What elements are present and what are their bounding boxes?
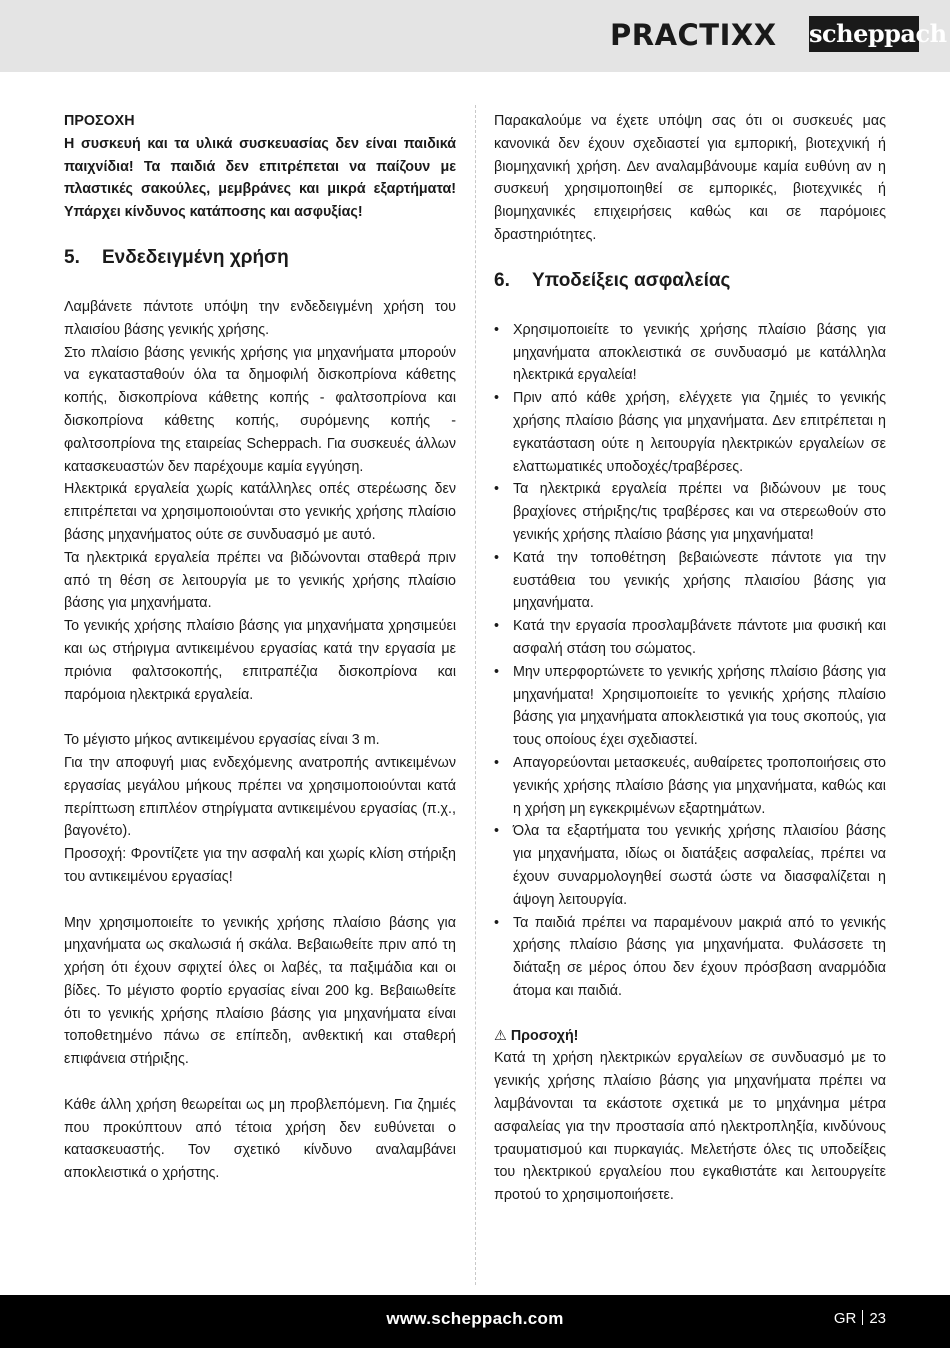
section-6-title: Υποδείξεις ασφαλείας (532, 269, 731, 291)
bullet-icon: • (494, 663, 500, 680)
paragraph: Το μέγιστο μήκος αντικειμένου εργασίας είναι 3 m. (64, 732, 380, 749)
paragraph: Στο πλαίσιο βάσης γενικής χρήσης για μηχανήματα μπορούν να εγκατασταθούν όλα τα δημοφιλή δισκοπρίονα κάθετης κοπής, δισκοπρίονα κάθετης κοπής - φαλτσοπρίονα και δισκοπρίονα κάθετης κοπής, συρόμενης κοπής - φαλτσοπρίονα της εταιρείας Scheppach. Για συσκευές άλλων κατασκευαστών δεν παρέχουμε καμία εγγύηση. (64, 344, 456, 475)
paragraph: Το γενικής χρήσης πλαίσιο βάσης για μηχανήματα χρησιμεύει και ως στήριγμα αντικειμένου εργασίας κατά την εργασία με πριόνια φαλτσοκοπής, επιτραπέζια δισκοπρίονα και παρόμοια ηλεκτρικά εργαλεία. (64, 618, 456, 703)
paragraph: Λαμβάνετε πάντοτε υπόψη την ενδεδειγμένη χρήση του πλαισίου βάσης γενικής χρήσης. (64, 298, 456, 338)
scheppach-logo: scheppach (809, 16, 919, 52)
section-5-title: Ενδεδειγμένη χρήση (102, 246, 289, 268)
bullet-icon: • (494, 390, 500, 407)
paragraph: Κάθε άλλη χρήση θεωρείται ως μη προβλεπόμενη. Για ζημιές που προκύπτουν από τέτοια χρήση δεν ευθύνεται ο κατασκευαστής. Τον σχετικό κίνδυνο αναλαμβάνει αποκλειστικά ο χρήστης. (64, 1096, 456, 1182)
caution-text: Η συσκευή και τα υλικά συσκευασίας δεν είναι παιδικά παιχνίδια! Τα παιδιά δεν επιτρέπεται να παίζουν με πλαστικές σακούλες, μεμβράνες και μικρά εξαρτήματα! Υπάρχει κίνδυνος κατάποσης και ασφυξίας! (64, 135, 456, 221)
warning-heading (494, 1025, 886, 1048)
section-6-number: 6. (494, 269, 510, 291)
bullet-icon: • (494, 823, 500, 840)
list-item: • Απαγορεύονται μετασκευές, αυθαίρετες τροποποιήσεις στο γενικής χρήσης πλαίσιο βάσης για μηχανήματα, καθώς και η χρήση μη εγκεκριμένων εξαρτημάτων. (494, 752, 886, 820)
list-item: • Τα παιδιά πρέπει να παραμένουν μακριά από το γενικής χρήσης πλαίσιο βάσης για μηχανήματα. Φυλάσσετε τη διάταξη σε μέρος όπου δεν έχουν πρόσβαση αναρμόδια άτομα και παιδιά. (494, 912, 886, 1003)
intro-paragraph: Παρακαλούμε να έχετε υπόψη σας ότι οι συσκευές μας κανονικά δεν έχουν σχεδιαστεί για εμπορική, βιοτεχνική ή βιομηχανική χρήση. Δεν αναλαμβάνουμε καμία ευθύνη αν η συσκευή χρησιμοποιηθεί σε εμπορικές, βιοτεχνικές ή βιομηχανικές επιχειρήσεις καθώς και σε παρόμοιες δραστηριότητες. (494, 113, 886, 243)
page-indicator (834, 1310, 886, 1327)
warning-icon: ⚠ (494, 1027, 507, 1044)
language-code: GR (833, 1310, 857, 1327)
website-link[interactable]: www.scheppach.com (386, 1309, 564, 1328)
list-item: • Πριν από κάθε χρήση, ελέγχετε για ζημιές το γενικής χρήσης πλαίσιο βάσης για μηχανήματα. Δεν επιτρέπεται η εγκατάσταση ούτε η λειτουργία ηλεκτρικών εργαλείων σε ελαττωματικές υποδοχές/τραβέρσες. (494, 387, 886, 478)
list-item: • Τα ηλεκτρικά εργαλεία πρέπει να βιδώνουν με τους βραχίονες στήριξης/τις τραβέρσες και να στερεωθούν στο γενικής χρήσης πλαίσιο βάσης για μηχανήματα! (494, 478, 886, 546)
section-5-number: 5. (64, 246, 80, 268)
page-footer (0, 1295, 950, 1348)
warning-title: Προσοχή! (510, 1027, 579, 1044)
safety-list (494, 319, 886, 1003)
bullet-icon: • (494, 618, 500, 635)
list-item: • Κατά την τοποθέτηση βεβαιώνεστε πάντοτε για την ευστάθεια του γενικής χρήσης πλαισίου βάσης για μηχανήματα. (494, 547, 886, 615)
list-item: • Κατά την εργασία προσλαμβάνετε πάντοτε μια φυσική και ασφαλή στάση του σώματος. (494, 615, 886, 661)
left-column (64, 110, 456, 1185)
list-item: • Μην υπερφορτώνετε το γενικής χρήσης πλαίσιο βάσης για μηχανήματα! Χρησιμοποιείτε το γενικής χρήσης πλαίσιο βάσης για μηχανήματα αποκλειστικά για τους σκοπούς, για τους οποίους έχει σχεδιαστεί. (494, 661, 886, 752)
paragraph: Μην χρησιμοποιείτε το γενικής χρήσης πλαίσιο βάσης για μηχανήματα ως σκαλωσιά ή σκάλα. Βεβαιωθείτε πριν από τη χρήση ότι έχουν σφιχτεί όλες οι λαβές, τα παξιμάδια και οι βίδες. Το μέγιστο φορτίο εργασίας είναι 200 kg. Βεβαιωθείτε ότι το γενικής χρήσης πλαίσιο βάσης για μηχανήματα είναι τοποθετημένο πάνω σε επίπεδη, ανθεκτική και σταθερή επιφάνεια στήριξης. (64, 914, 456, 1068)
right-column (494, 110, 886, 1207)
list-item: • Όλα τα εξαρτήματα του γενικής χρήσης πλαισίου βάσης για μηχανήματα, ιδίως οι διατάξεις ασφαλείας, πρέπει να έχουν συναρμολογηθεί σωστά ώστε να διασφαλίζεται η άψογη λειτουργία. (494, 820, 886, 911)
bullet-icon: • (494, 549, 500, 566)
separator (862, 1310, 863, 1325)
bullet-icon: • (494, 754, 500, 771)
caution-title: ΠΡΟΣΟΧΗ (64, 113, 135, 129)
bullet-icon: • (494, 914, 500, 931)
paragraph: Για την αποφυγή μιας ενδεχόμενης ανατροπής αντικειμένων εργασίας μεγάλου μήκους πρέπει να χρησιμοποιούνται κατά περίπτωση επιπλέον στηρίγματα αντικειμένου εργασίας (π.χ., βαγονέτο). (64, 754, 456, 840)
practixx-logo: PRACTIXX (610, 18, 777, 52)
page-number: 23 (869, 1310, 886, 1327)
section-5-heading (64, 246, 456, 270)
page-header (0, 0, 950, 72)
paragraph: Τα ηλεκτρικά εργαλεία πρέπει να βιδώνονται σταθερά πριν από τη θέση σε λειτουργία με το γενικής χρήσης πλαίσιο βάσης για μηχανήματα. (64, 549, 456, 612)
section-6-heading (494, 269, 886, 293)
paragraph: Προσοχή: Φροντίζετε για την ασφαλή και χωρίς κλίση στήριξη του αντικειμένου εργασίας! (64, 846, 456, 885)
bullet-icon: • (494, 321, 500, 338)
warning-text: Κατά τη χρήση ηλεκτρικών εργαλείων σε συνδυασμό με το γενικής χρήσης πλαίσιο βάσης για μηχανήματα πρέπει να λαμβάνονται τα εκάστοτε σχετικά με το μηχάνημα μέτρα ασφαλείας για την προστασία από ηλεκτροπληξία, κινδύνους τραυματισμού και πυρκαγιάς. Μελετήστε όλες τις υποδείξεις του ηλεκτρικού εργαλείου που εγκαθιστάτε και λειτουργείτε προτού το χρησιμοποιήσετε. (494, 1050, 886, 1204)
list-item: • Χρησιμοποιείτε το γενικής χρήσης πλαίσιο βάσης για μηχανήματα αποκλειστικά σε συνδυασμό με κατάλληλα ηλεκτρικά εργαλεία! (494, 319, 886, 387)
paragraph: Ηλεκτρικά εργαλεία χωρίς κατάλληλες οπές στερέωσης δεν επιτρέπεται να χρησιμοποιούνται στο γενικής χρήσης πλαίσιο βάσης μηχανήματος ούτε σε συνδυασμό με αυτό. (64, 481, 456, 543)
column-divider (475, 105, 476, 1285)
bullet-icon: • (494, 481, 500, 498)
